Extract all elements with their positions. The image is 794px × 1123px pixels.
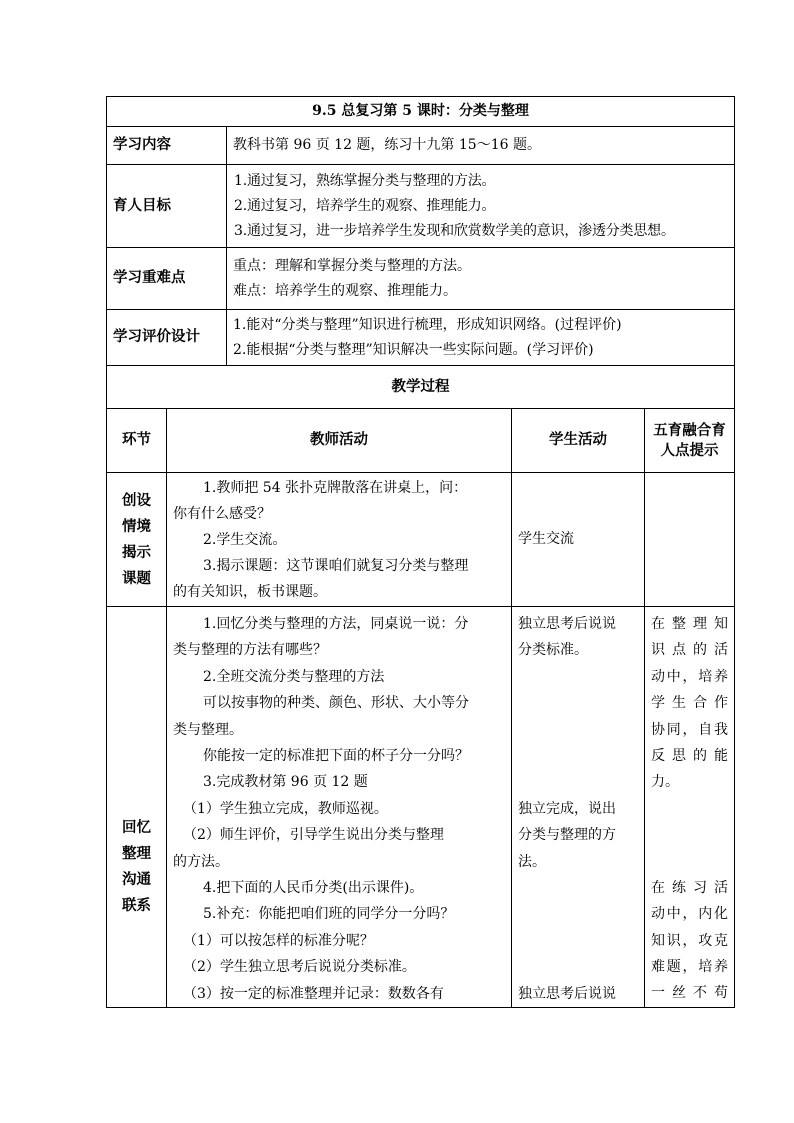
student-line: 独立思考后说说 [518, 986, 616, 1003]
stage1-label-line: 揭示 [122, 544, 151, 561]
header-student: 学生活动 [512, 409, 645, 473]
stage1-row [107, 473, 735, 607]
student-line: 分类与整理的方 [518, 827, 616, 844]
teacher-line: 你有什么感受？ [173, 505, 271, 522]
process-title: 教学过程 [107, 366, 735, 409]
text-goals [227, 165, 735, 248]
five-line: 动中，内化 [651, 906, 729, 923]
teacher-line: 5.补充：你能把咱们班的同学分一分吗？ [203, 906, 455, 923]
text-evaluation [227, 310, 735, 366]
teacher-line: （2）学生独立思考后说说分类标准。 [183, 959, 416, 976]
row-content [107, 127, 735, 165]
stage1-label [107, 473, 167, 607]
student-line: 分类标准。 [518, 642, 588, 659]
student-line: 独立完成，说出 [518, 800, 616, 817]
teacher-line: （2）师生评价，引导学生说出分类与整理 [183, 827, 444, 844]
stage2-label-line: 联系 [122, 898, 151, 915]
stage1-teacher [167, 473, 512, 607]
stage2-label-line: 回忆 [122, 820, 151, 837]
stage2-label-line: 沟通 [122, 872, 151, 889]
teacher-line: 可以按事物的种类、颜色、形状、大小等分 [203, 695, 469, 712]
five-line: 难题，培养 [651, 959, 729, 976]
header-teacher: 教师活动 [167, 409, 512, 473]
five-line: 力。 [651, 774, 679, 791]
header-five: 五育融合育人点提示 [645, 409, 735, 473]
five-line: 动中，培养 [651, 668, 729, 685]
row-goals [107, 165, 735, 248]
teacher-line: 类与整理的方法有哪些？ [173, 642, 327, 659]
teacher-line: 你能按一定的标准把下面的杯子分一分吗？ [203, 748, 469, 765]
five-line: 在整理知 [651, 616, 729, 632]
student-line: 独立思考后说说 [518, 616, 616, 632]
teacher-line: 的方法。 [173, 853, 229, 870]
label-evaluation: 学习评价设计 [107, 310, 227, 366]
teacher-line: 2.学生交流。 [203, 531, 287, 548]
five-line: 知识，攻克 [651, 932, 729, 949]
five-line: 一丝不苟 [651, 985, 729, 1002]
header-row [107, 409, 735, 473]
five-line: 在练习活 [651, 879, 729, 896]
goal-line: 2.通过复习，培养学生的观察、推理能力。 [234, 197, 496, 214]
row-keypoints [107, 248, 735, 310]
evaluation-line: 1.能对“分类与整理”知识进行梳理，形成知识网络。(过程评价) [233, 316, 622, 333]
text-content: 教科书第 96 页 12 题，练习十九第 15～16 题。 [227, 127, 735, 165]
keypoint-line: 重点：理解和掌握分类与整理的方法。 [233, 257, 471, 274]
stage2-five [645, 607, 735, 1008]
teacher-line: 3.完成教材第 96 页 12 题 [203, 774, 368, 791]
goal-line: 1.通过复习，熟练掌握分类与整理的方法。 [234, 172, 496, 189]
teacher-line: 3.揭示课题：这节课咱们就复习分类与整理 [203, 557, 469, 574]
five-line: 识点的活 [651, 642, 729, 659]
stage2-teacher [167, 607, 512, 1008]
stage1-label-line: 课题 [122, 570, 151, 587]
stage2-label [107, 607, 167, 1008]
lesson-plan-page [106, 96, 734, 1008]
teacher-line: 类与整理。 [173, 721, 243, 738]
goal-line: 3.通过复习，进一步培养学生发现和欣赏数学美的意识，渗透分类思想。 [234, 222, 675, 239]
teacher-line: （1）学生独立完成，教师巡视。 [183, 800, 388, 817]
teacher-line: （1）可以按怎样的标准分呢？ [183, 932, 374, 949]
label-goals: 育人目标 [107, 165, 227, 248]
stage1-label-line: 创设 [122, 492, 151, 509]
five-line: 协同，自我 [651, 721, 729, 738]
teacher-line: 1.回忆分类与整理的方法，同桌说一说：分 [203, 616, 469, 632]
label-keypoints: 学习重难点 [107, 248, 227, 310]
lesson-plan-table [106, 96, 735, 1008]
header-stage: 环节 [107, 409, 167, 473]
teacher-line: 的有关知识，板书课题。 [173, 583, 327, 600]
stage2-student [512, 607, 645, 1008]
keypoint-line: 难点：培养学生的观察、推理能力。 [233, 282, 457, 299]
label-content: 学习内容 [107, 127, 227, 165]
row-process-title [107, 366, 735, 409]
student-line: 法。 [518, 853, 546, 870]
stage2-label-line: 整理 [122, 846, 151, 863]
text-keypoints [227, 248, 735, 310]
teacher-line: 2.全班交流分类与整理的方法 [203, 668, 385, 685]
teacher-line: 4.把下面的人民币分类(出示课件)。 [203, 880, 424, 897]
five-line: 反思的能 [651, 748, 729, 765]
stage1-label-line: 情境 [122, 518, 151, 535]
teacher-line: （3）按一定的标准整理并记录：数数各有 [183, 985, 444, 1002]
stage1-five [645, 473, 735, 607]
evaluation-line: 2.能根据“分类与整理”知识解决一些实际问题。(学习评价) [233, 341, 594, 358]
five-line: 学生合作 [651, 695, 729, 712]
teacher-line: 1.教师把 54 张扑克牌散落在讲桌上，问： [203, 479, 468, 496]
row-evaluation [107, 310, 735, 366]
stage1-student: 学生交流 [512, 473, 645, 607]
stage2-row [107, 607, 735, 1008]
lesson-title: 9.5 总复习第 5 课时：分类与整理 [107, 97, 735, 127]
title-row [107, 97, 735, 127]
